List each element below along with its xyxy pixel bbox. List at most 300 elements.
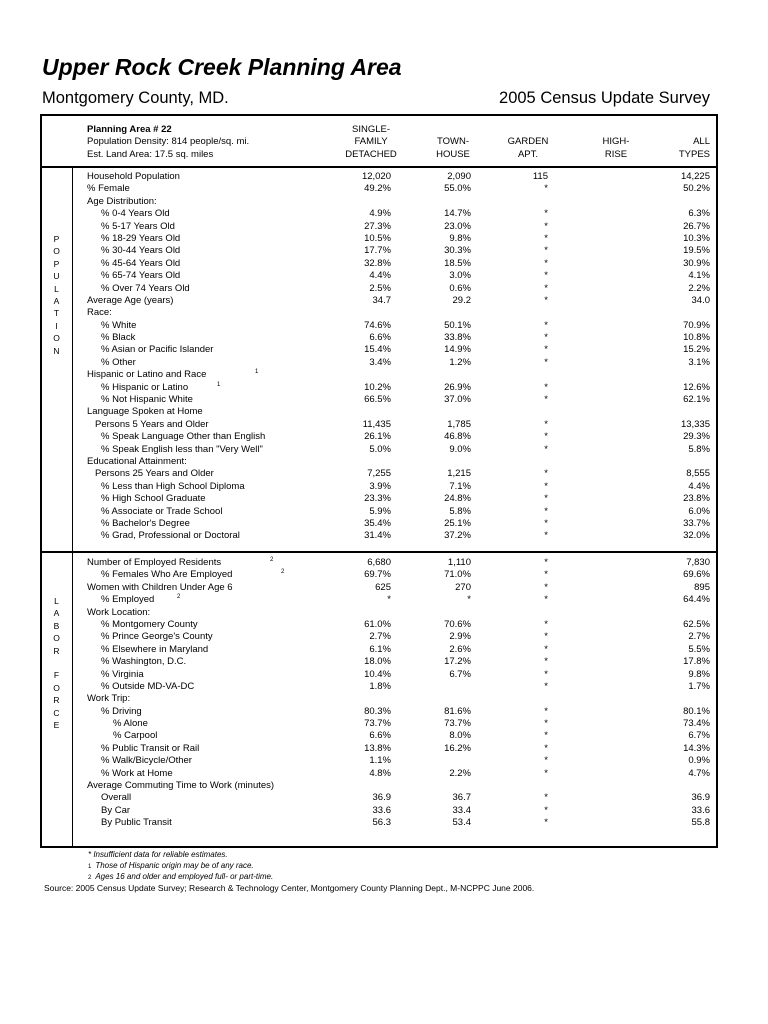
cell-value: 37.0% [444, 394, 471, 406]
cell-value [411, 406, 471, 418]
cell-value: 1,785 [447, 418, 471, 430]
col-header-all [652, 124, 710, 161]
cell-value: 7,830 [686, 557, 710, 568]
col-header-line: TYPES [678, 148, 710, 160]
row-label: % 0-4 Years Old [101, 208, 170, 220]
footnote-mark: 2 [88, 875, 92, 881]
row-label: % Black [101, 332, 136, 344]
col-header-line: HIGH- [602, 136, 630, 148]
cell-value: 895 [694, 581, 710, 593]
row-label: Number of Employed Residents [87, 557, 222, 568]
row-label: Hispanic or Latino and Race [87, 369, 207, 381]
row-label: Race: [87, 307, 112, 319]
table-row [0, 582, 768, 594]
table-row [0, 481, 768, 493]
cell-value: 31.4% [364, 530, 391, 542]
cell-value: * [544, 270, 548, 282]
cell-value: 70.6% [444, 618, 471, 630]
side-letter: N [53, 345, 60, 356]
col-header-townhouse [418, 124, 488, 161]
side-letter: P [53, 234, 60, 244]
cell-value [331, 307, 391, 319]
cell-value: 9.0% [449, 443, 471, 455]
cell-value: 1.8% [369, 680, 391, 692]
cell-value: 71.0% [444, 569, 471, 581]
footnote-ref: 2 [270, 557, 274, 563]
cell-value: * [544, 668, 548, 680]
cell-value: 4.7% [688, 767, 710, 779]
county-subtitle: Montgomery County, MD. [42, 89, 229, 107]
row-label: Work Trip: [87, 693, 131, 705]
cell-value: 4.1% [688, 270, 710, 282]
cell-value: 55.8 [691, 817, 710, 829]
cell-value [411, 607, 471, 619]
cell-value: 70.9% [683, 319, 710, 331]
cell-value: 1.1% [369, 755, 391, 767]
cell-value: * [544, 618, 548, 630]
table-row [0, 221, 768, 233]
row-label: Language Spoken at Home [87, 406, 203, 418]
table-row [0, 594, 768, 606]
cell-value: 8,555 [686, 468, 710, 480]
cell-value: 0.9% [688, 755, 710, 767]
cell-value: 17.7% [364, 245, 391, 257]
footnote-mark: 1 [88, 864, 92, 870]
row-label: % Elsewhere in Maryland [101, 643, 209, 655]
cell-value: 50.1% [444, 319, 471, 331]
cell-value: * [544, 742, 548, 754]
cell-value: 4.4% [688, 480, 710, 492]
cell-value [331, 406, 391, 418]
table-row [0, 270, 768, 282]
cell-value: 13.8% [364, 742, 391, 754]
cell-value: 2.6% [449, 643, 471, 655]
side-letter: O [53, 682, 60, 693]
row-label: % Work at Home [101, 767, 173, 779]
cell-value: * [544, 257, 548, 269]
cell-value: 37.2% [444, 530, 471, 542]
cell-value [650, 406, 710, 418]
cell-value [331, 369, 391, 381]
cell-value: 23.8% [683, 493, 710, 505]
side-letter: U [53, 271, 60, 282]
cell-value: 0.6% [449, 282, 471, 294]
cell-value: * [544, 381, 548, 393]
col-header-highrise [581, 124, 651, 161]
table-row [0, 444, 768, 456]
table-row [0, 183, 768, 195]
row-label: % Speak Language Other than English [101, 431, 266, 443]
side-letter: A [53, 608, 60, 619]
cell-value: 6,680 [367, 557, 391, 568]
cell-value: * [544, 680, 548, 692]
cell-value: * [544, 718, 548, 730]
cell-value: 19.5% [683, 245, 710, 257]
cell-value: 6.0% [688, 505, 710, 517]
header-divider [40, 166, 718, 168]
cell-value [650, 607, 710, 619]
cell-value: * [544, 468, 548, 480]
table-row [0, 357, 768, 369]
side-letter: R [53, 645, 60, 656]
side-letter: I [55, 320, 58, 331]
cell-value [650, 780, 710, 792]
cell-value: 3.1% [688, 356, 710, 368]
cell-value: * [544, 344, 548, 356]
table-row [0, 245, 768, 257]
cell-value: 9.8% [449, 232, 471, 244]
cell-value: * [544, 643, 548, 655]
cell-value: * [544, 208, 548, 220]
cell-value: 10.2% [364, 381, 391, 393]
cell-value: 3.0% [449, 270, 471, 282]
cell-value: * [544, 730, 548, 742]
row-label: % White [101, 319, 137, 331]
table-row [0, 208, 768, 220]
cell-value: 73.4% [683, 718, 710, 730]
cell-value: * [544, 817, 548, 829]
cell-value: 15.2% [683, 344, 710, 356]
cell-value: * [544, 431, 548, 443]
cell-value: 6.1% [369, 643, 391, 655]
table-row [0, 755, 768, 767]
cell-value: 49.2% [364, 183, 391, 195]
cell-value: 6.7% [688, 730, 710, 742]
land-area: Est. Land Area: 17.5 sq. miles [87, 148, 214, 160]
cell-value: 7.1% [449, 480, 471, 492]
row-label: % 65-74 Years Old [101, 270, 181, 282]
col-header-line: RISE [604, 148, 628, 160]
side-letter: R [53, 695, 60, 706]
row-label: % Speak English less than "Very Well" [101, 443, 263, 455]
row-label: % Grad, Professional or Doctoral [101, 530, 240, 542]
cell-value: 115 [532, 171, 548, 182]
footnote-text: Those of Hispanic origin may be of any race. [95, 861, 254, 870]
cell-value: 10.5% [364, 232, 391, 244]
table-row [0, 631, 768, 643]
cell-value: 62.5% [683, 618, 710, 630]
cell-value: * [544, 517, 548, 529]
cell-value: 1.2% [449, 356, 471, 368]
col-header-line [493, 124, 563, 136]
cell-value: 12,020 [361, 171, 391, 182]
cell-value [488, 607, 548, 619]
col-header-line: DETACHED [345, 148, 397, 160]
col-header-line: ALL [693, 136, 710, 148]
cell-value: * [544, 183, 548, 195]
side-letter: P [53, 258, 60, 269]
cell-value: * [544, 767, 548, 779]
survey-subtitle: 2005 Census Update Survey [499, 89, 710, 107]
cell-value: 80.1% [683, 705, 710, 717]
cell-value: 11,435 [362, 418, 391, 430]
cell-value: 66.5% [364, 394, 391, 406]
table-row [0, 406, 768, 418]
cell-value: * [544, 530, 548, 542]
table-row [0, 382, 768, 394]
cell-value: 5.9% [369, 505, 391, 517]
cell-value: 33.6 [372, 804, 391, 816]
cell-value: 64.4% [683, 594, 710, 606]
cell-value: 8.0% [449, 730, 471, 742]
cell-value: * [544, 705, 548, 717]
row-label: Average Age (years) [87, 294, 174, 306]
cell-value: 10.4% [364, 668, 391, 680]
cell-value: 6.6% [369, 730, 391, 742]
cell-value: 17.2% [444, 656, 471, 668]
cell-value: * [544, 480, 548, 492]
side-letter: F [53, 670, 60, 681]
cell-value: 18.0% [364, 656, 391, 668]
table-row [0, 619, 768, 631]
section-divider [40, 551, 718, 553]
row-label: % 45-64 Years Old [101, 257, 181, 269]
cell-value: * [544, 505, 548, 517]
table-row [0, 344, 768, 356]
row-label: % Hispanic or Latino [101, 381, 189, 393]
row-label: By Car [101, 804, 131, 816]
table-row [0, 607, 768, 619]
row-label: % Alone [113, 718, 148, 730]
row-label: % Employed [101, 594, 155, 606]
cell-value: 14,225 [680, 171, 710, 182]
table-row [0, 557, 768, 569]
table-row [0, 718, 768, 730]
cell-value [488, 196, 548, 208]
footnote-ref: 2 [281, 569, 285, 576]
cell-value: * [544, 755, 548, 767]
table-row [0, 456, 768, 468]
table-row [0, 171, 768, 183]
cell-value [331, 693, 391, 705]
side-letter: C [53, 707, 60, 718]
table-row [0, 295, 768, 307]
cell-value: 10.3% [683, 232, 710, 244]
cell-value: 12.6% [683, 381, 710, 393]
row-label: Persons 25 Years and Older [95, 468, 214, 480]
side-letter: O [53, 333, 60, 344]
row-label: % Asian or Pacific Islander [101, 344, 214, 356]
col-header-line: APT. [517, 148, 539, 160]
cell-value: * [544, 294, 548, 306]
cell-value: 14.9% [444, 344, 471, 356]
table-row [0, 233, 768, 245]
row-label: % Other [101, 356, 136, 368]
cell-value [411, 456, 471, 468]
table-row [0, 394, 768, 406]
table-row [0, 196, 768, 208]
cell-value: 74.6% [364, 319, 391, 331]
cell-value [488, 406, 548, 418]
table-row [0, 706, 768, 718]
cell-value: 34.0 [691, 294, 710, 306]
row-label: Persons 5 Years and Older [95, 418, 209, 430]
cell-value: 1,110 [447, 557, 471, 568]
row-label: Average Commuting Time to Work (minutes) [87, 780, 275, 792]
cell-value: * [544, 232, 548, 244]
col-header-garden [493, 124, 563, 161]
table-row [0, 518, 768, 530]
row-label: % Carpool [113, 730, 158, 742]
cell-value: 6.6% [369, 332, 391, 344]
cell-value: 26.7% [683, 220, 710, 232]
cell-value: 33.7% [683, 517, 710, 529]
row-label: % 18-29 Years Old [101, 232, 181, 244]
side-letter: B [53, 620, 60, 631]
cell-value: * [544, 631, 548, 643]
col-header-line: FAMILY [354, 136, 388, 148]
footnote-ref: 2 [177, 594, 181, 601]
col-header-single-family [336, 124, 406, 161]
cell-value: 69.7% [364, 569, 391, 581]
cell-value: 36.9 [691, 792, 710, 804]
cell-value: 15.4% [364, 344, 391, 356]
cell-value: 46.8% [444, 431, 471, 443]
row-label: % Not Hispanic White [101, 394, 193, 406]
table-row [0, 768, 768, 780]
cell-value: 32.8% [364, 257, 391, 269]
cell-value: 29.2 [452, 294, 471, 306]
cell-value: 625 [375, 581, 391, 593]
cell-value [650, 196, 710, 208]
cell-value: 35.4% [364, 517, 391, 529]
page-title: Upper Rock Creek Planning Area [42, 54, 402, 80]
cell-value: * [544, 394, 548, 406]
labor-force-table [0, 557, 768, 830]
cell-value [331, 607, 391, 619]
table-row [0, 530, 768, 542]
cell-value: 26.9% [444, 381, 471, 393]
cell-value: 32.0% [683, 530, 710, 542]
table-row [0, 656, 768, 668]
cell-value: 62.1% [683, 394, 710, 406]
cell-value: 23.0% [444, 220, 471, 232]
row-label: % Bachelor's Degree [101, 517, 190, 529]
cell-value: * [544, 319, 548, 331]
row-label: % Over 74 Years Old [101, 282, 190, 294]
row-label: % 30-44 Years Old [101, 245, 181, 257]
side-letter: T [53, 308, 60, 319]
cell-value: 18.5% [444, 257, 471, 269]
cell-value: 5.8% [449, 505, 471, 517]
col-header-line: TOWN- [436, 136, 469, 148]
cell-value: * [544, 656, 548, 668]
cell-value: * [544, 569, 548, 581]
cell-value: * [544, 557, 548, 568]
cell-value: 2.9% [449, 631, 471, 643]
cell-value: 270 [455, 581, 471, 593]
cell-value: * [544, 581, 548, 593]
table-row [0, 644, 768, 656]
table-row [0, 258, 768, 270]
cell-value: 14.3% [683, 742, 710, 754]
cell-value [650, 369, 710, 381]
cell-value: 17.8% [683, 656, 710, 668]
cell-value: 7,255 [367, 468, 391, 480]
cell-value: 73.7% [364, 718, 391, 730]
cell-value: * [544, 804, 548, 816]
table-row [0, 320, 768, 332]
row-label: By Public Transit [101, 817, 172, 829]
table-row [0, 730, 768, 742]
cell-value: 36.9 [372, 792, 391, 804]
row-label: % Females Who Are Employed [101, 569, 233, 581]
cell-value: 14.7% [444, 208, 471, 220]
cell-value [411, 307, 471, 319]
footnote-text: * Insufficient data for reliable estimates. [88, 850, 228, 859]
cell-value [411, 693, 471, 705]
cell-value: 29.3% [683, 431, 710, 443]
cell-value: 33.4 [452, 804, 471, 816]
cell-value: 33.8% [444, 332, 471, 344]
cell-value: 73.7% [444, 718, 471, 730]
cell-value: 50.2% [683, 183, 710, 195]
row-label: Overall [101, 792, 132, 804]
col-header-line: GARDEN [507, 136, 549, 148]
cell-value [411, 755, 471, 767]
cell-value: * [544, 220, 548, 232]
row-label: % Washington, D.C. [101, 656, 187, 668]
cell-value: 33.6 [691, 804, 710, 816]
cell-value: 80.3% [364, 705, 391, 717]
cell-value: 25.1% [444, 517, 471, 529]
footnote-ref: 1 [217, 381, 221, 388]
cell-value: 23.3% [364, 493, 391, 505]
cell-value [411, 196, 471, 208]
cell-value: * [544, 282, 548, 294]
cell-value: 10.8% [683, 332, 710, 344]
row-label: Household Population [87, 171, 180, 182]
table-row [0, 805, 768, 817]
cell-value: 26.1% [364, 431, 391, 443]
cell-value: 81.6% [444, 705, 471, 717]
cell-value [411, 681, 471, 693]
side-letter: O [53, 633, 60, 644]
row-label: Age Distribution: [87, 195, 157, 207]
row-label: % Walk/Bicycle/Other [101, 755, 192, 767]
table-row [0, 506, 768, 518]
cell-value: 61.0% [364, 618, 391, 630]
footnote-insufficient [88, 849, 228, 861]
cell-value: 30.3% [444, 245, 471, 257]
row-label: % Female [87, 183, 130, 195]
cell-value [331, 456, 391, 468]
cell-value: 2.7% [369, 631, 391, 643]
cell-value: 5.5% [688, 643, 710, 655]
planning-area-number: Planning Area # 22 [87, 124, 172, 135]
col-header-line: HOUSE [436, 148, 470, 160]
footnote-text: Ages 16 and older and employed full- or part-time. [95, 872, 274, 881]
cell-value: 36.7 [452, 792, 471, 804]
table-row [0, 468, 768, 480]
cell-value: 2.2% [688, 282, 710, 294]
cell-value: 5.0% [369, 443, 391, 455]
table-row [0, 307, 768, 319]
table-row [0, 817, 768, 829]
cell-value: 3.4% [369, 356, 391, 368]
cell-value: 6.3% [688, 208, 710, 220]
table-row [0, 283, 768, 295]
table-row [0, 669, 768, 681]
table-row [0, 419, 768, 431]
cell-value: 1,215 [447, 468, 471, 480]
cell-value: * [544, 418, 548, 430]
footnote-ref: 1 [255, 369, 259, 376]
col-header-line [581, 124, 651, 136]
table-row [0, 693, 768, 705]
cell-value: 69.6% [683, 569, 710, 581]
cell-value [331, 780, 391, 792]
